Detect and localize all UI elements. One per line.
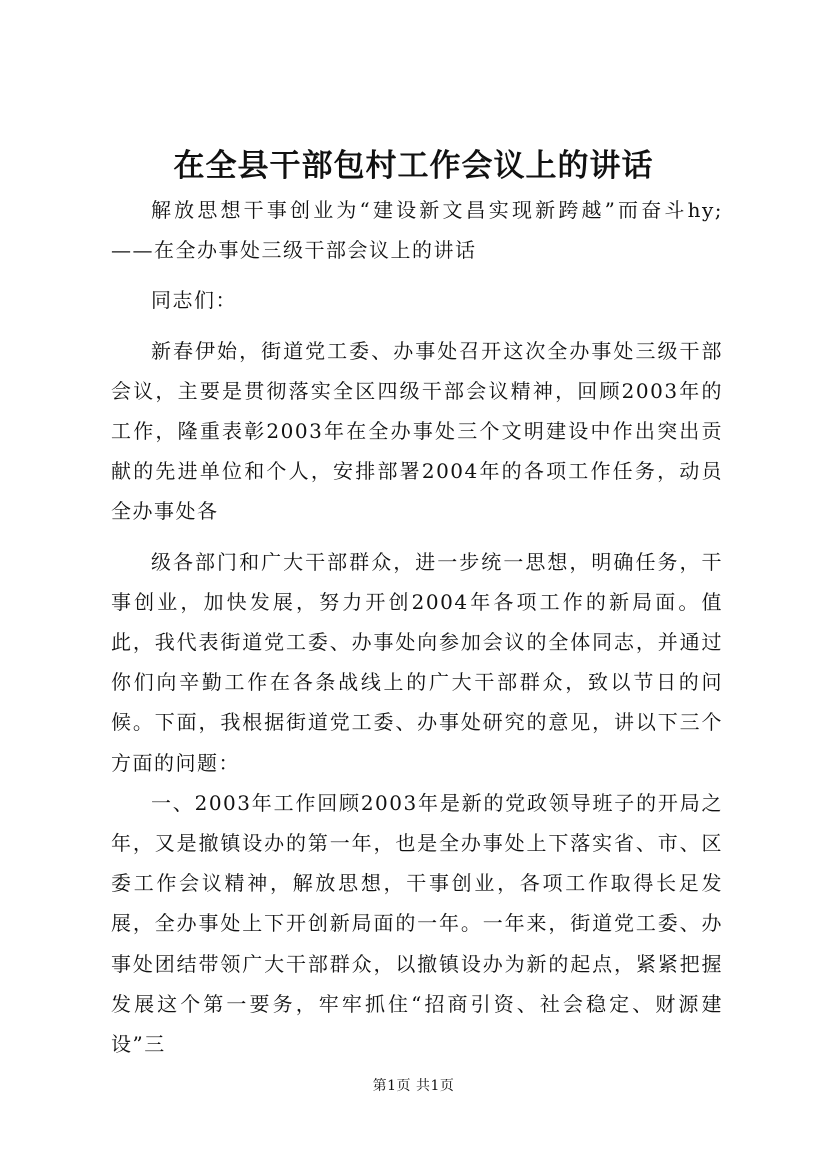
document-body bbox=[111, 190, 723, 1064]
body-paragraph: 级各部门和广大干部群众，进一步统一思想，明确任务，干事创业，加快发展，努力开创2004年各项工作的新局面。值此，我代表街道党工委、办事处向参加会议的全体同志，并通过你们向辛勤工作在各条战线上的广大干部群众，致以节日的问候。下面，我根据街道党工委、办事处研究的意见，讲以下三个方面的问题： bbox=[111, 549, 723, 775]
subtitle-paragraph: 解放思想干事创业为“建设新文昌实现新跨越”而奋斗hy;——在全办事处三级干部会议上的讲话 bbox=[111, 198, 723, 263]
salutation-paragraph: 同志们： bbox=[151, 288, 237, 313]
section-one-paragraph: 一、2003年工作回顾2003年是新的党政领导班子的开局之年，又是撤镇设办的第一年，也是全办事处上下落实省、市、区委工作会议精神，解放思想，干事创业，各项工作取得长足发展，全办事处上下开创新局面的一年。一年来，街道党工委、办事处团结带领广大干部群众，以撤镇设办为新的起点，紧紧把握发展这个第一要务，牢牢抓住“招商引资、社会稳定、财源建设”三 bbox=[111, 790, 723, 1057]
body-paragraph: 新春伊始，街道党工委、办事处召开这次全办事处三级干部会议，主要是贯彻落实全区四级干部会议精神，回顾2003年的工作，隆重表彰2003年在全办事处三个文明建设中作出突出贡献的先进单位和个人，安排部署2004年的各项工作任务，动员全办事处各 bbox=[111, 338, 723, 524]
document-title: 在全县干部包村工作会议上的讲话 bbox=[173, 148, 654, 184]
page-footer: 第1页 共1页 bbox=[372, 1078, 455, 1094]
